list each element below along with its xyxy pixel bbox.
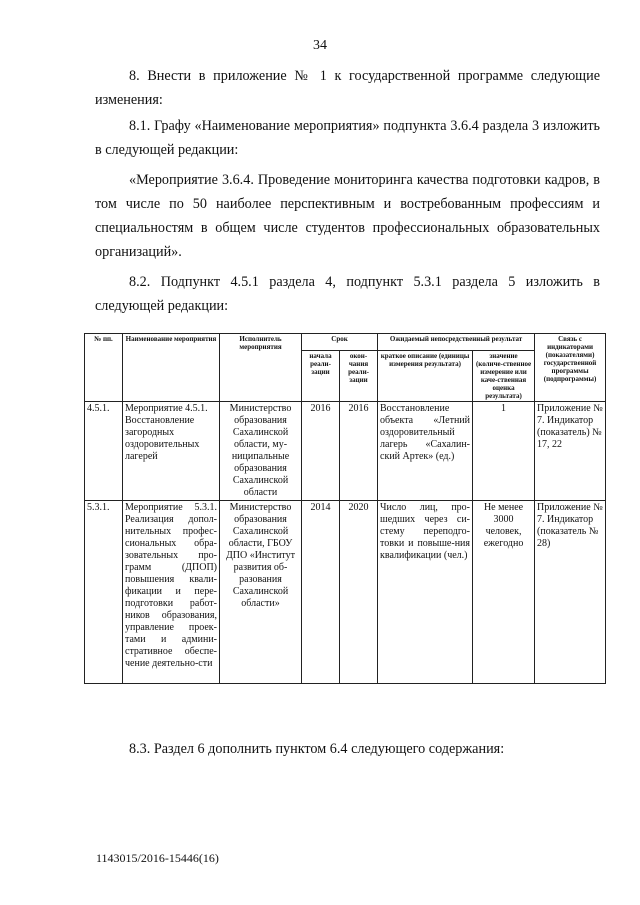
cell-end: 2016 — [340, 402, 378, 501]
table-header-row — [85, 334, 606, 351]
cell-name: Мероприятие 4.5.1. Восстановление загородных оздоровительных лагерей — [123, 402, 220, 501]
cell-desc: Восстановление объекта «Летний оздоровительный лагерь «Сахалин-ский Артек» (ед.) — [378, 402, 473, 501]
cell-desc: Число лиц, про-шедших через си-стему переподго-товки и повыше-ния квалификации (чел.) — [378, 501, 473, 684]
table-row — [85, 501, 606, 684]
cell-name: Мероприятие 5.3.1. Реализация допол-нительных профес-сиональных обра-зовательных про-грамм (ДПОП) повышения квали-фикации и пере-подготовки работ-ников образования, управление проек-тами и админи-стративное обеспе-чение деятельно-сти — [123, 501, 220, 684]
header-num: № пп. — [85, 334, 123, 402]
table-row — [85, 402, 606, 501]
paragraph-8-2: 8.2. Подпункт 4.5.1 раздела 4, подпункт 5.3.1 раздела 5 изложить в следующей редакции: — [95, 274, 600, 314]
cell-value: 1 — [473, 402, 535, 501]
paragraph-8: 8. Внести в приложение № 1 к государственной программе следующие изменения: — [95, 68, 600, 108]
header-result-desc: краткое описание (единицы измерения результата) — [378, 351, 473, 402]
cell-end: 2020 — [340, 501, 378, 684]
paragraph-quote-3-6-4: «Мероприятие 3.6.4. Проведение мониторинга качества подготовки кадров, в том числе по 50 наиболее перспективным и востребованным профессиям и специальностям в общем числе студентов профессиональных образовательных организаций». — [95, 172, 600, 260]
cell-link: Приложение № 7. Индикатор (показатель № 28) — [535, 501, 606, 684]
cell-executor: Министерство образования Сахалинской области, ГБОУ ДПО «Институт развития об-разования Сахалинской области» — [220, 501, 302, 684]
cell-value: Не менее 3000 человек, ежегодно — [473, 501, 535, 684]
page-number: 34 — [313, 38, 327, 53]
cell-num: 5.3.1. — [85, 501, 123, 684]
header-name: Наименование мероприятия — [123, 334, 220, 402]
header-term: Срок — [302, 334, 378, 351]
cell-start: 2016 — [302, 402, 340, 501]
paragraph-8-3: 8.3. Раздел 6 дополнить пунктом 6.4 следующего содержания: — [129, 741, 505, 757]
header-executor: Исполнитель мероприятия — [220, 334, 302, 402]
cell-start: 2014 — [302, 501, 340, 684]
cell-num: 4.5.1. — [85, 402, 123, 501]
cell-link: Приложение № 7. Индикатор (показатель) № 17, 22 — [535, 402, 606, 501]
paragraph-8-1: 8.1. Графу «Наименование мероприятия» подпункта 3.6.4 раздела 3 изложить в следующей редакции: — [95, 118, 600, 158]
header-result: Ожидаемый непосредственный результат — [378, 334, 535, 351]
document-footer-id: 1143015/2016-15446(16) — [96, 851, 219, 865]
header-term-start: начала реали-зации — [302, 351, 340, 402]
measures-table — [84, 333, 606, 684]
cell-executor: Министерство образования Сахалинской области, му-ниципальные образования Сахалинской области — [220, 402, 302, 501]
header-result-value: значение (количе-ственное измерение или каче-ственная оценка результата) — [473, 351, 535, 402]
header-term-end: окон-чания реали-зации — [340, 351, 378, 402]
header-link: Связь с индикаторами (показателями) государственной программы (подпрограммы) — [535, 334, 606, 402]
